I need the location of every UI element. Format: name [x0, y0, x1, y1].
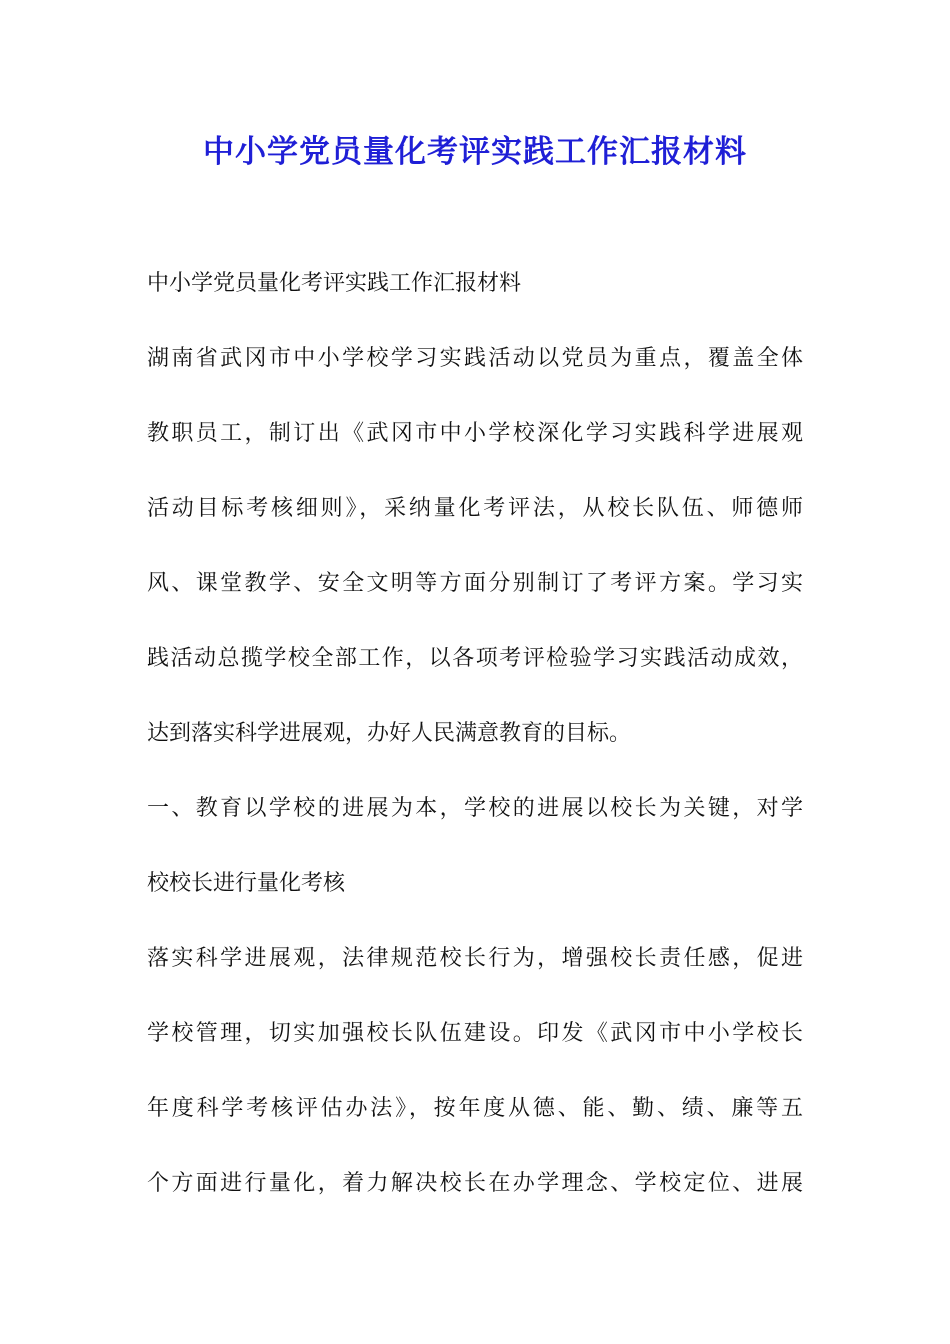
paragraph-line-6: 达到落实科学进展观，办好人民满意教育的目标。	[147, 721, 632, 746]
paragraph-line-5: 践活动总揽学校全部工作，以各项考评检验学习实践活动成效，	[147, 646, 803, 671]
section-heading-line-1: 一、教育以学校的进展为本，学校的进展以校长为关键，对学	[147, 796, 803, 821]
document-title: 中小学党员量化考评实践工作汇报材料	[203, 134, 747, 170]
paragraph-line-10: 个方面进行量化，着力解决校长在办学理念、学校定位、进展	[147, 1171, 803, 1196]
paragraph-line-7: 落实科学进展观，法律规范校长行为，增强校长责任感，促进	[147, 946, 803, 971]
paragraph-line-3: 活动目标考核细则》，采纳量化考评法，从校长队伍、师德师	[147, 496, 803, 521]
subtitle-line: 中小学党员量化考评实践工作汇报材料	[147, 271, 522, 296]
paragraph-line-1: 湖南省武冈市中小学校学习实践活动以党员为重点，覆盖全体	[147, 346, 803, 371]
paragraph-line-4: 风、课堂教学、安全文明等方面分别制订了考评方案。学习实	[147, 571, 803, 596]
section-heading-line-2: 校校长进行量化考核	[147, 871, 346, 896]
paragraph-line-9: 年度科学考核评估办法》，按年度从德、能、勤、绩、廉等五	[147, 1096, 803, 1121]
paragraph-line-8: 学校管理，切实加强校长队伍建设。印发《武冈市中小学校长	[147, 1021, 803, 1046]
paragraph-line-2: 教职员工，制订出《武冈市中小学校深化学习实践科学进展观	[147, 421, 803, 446]
